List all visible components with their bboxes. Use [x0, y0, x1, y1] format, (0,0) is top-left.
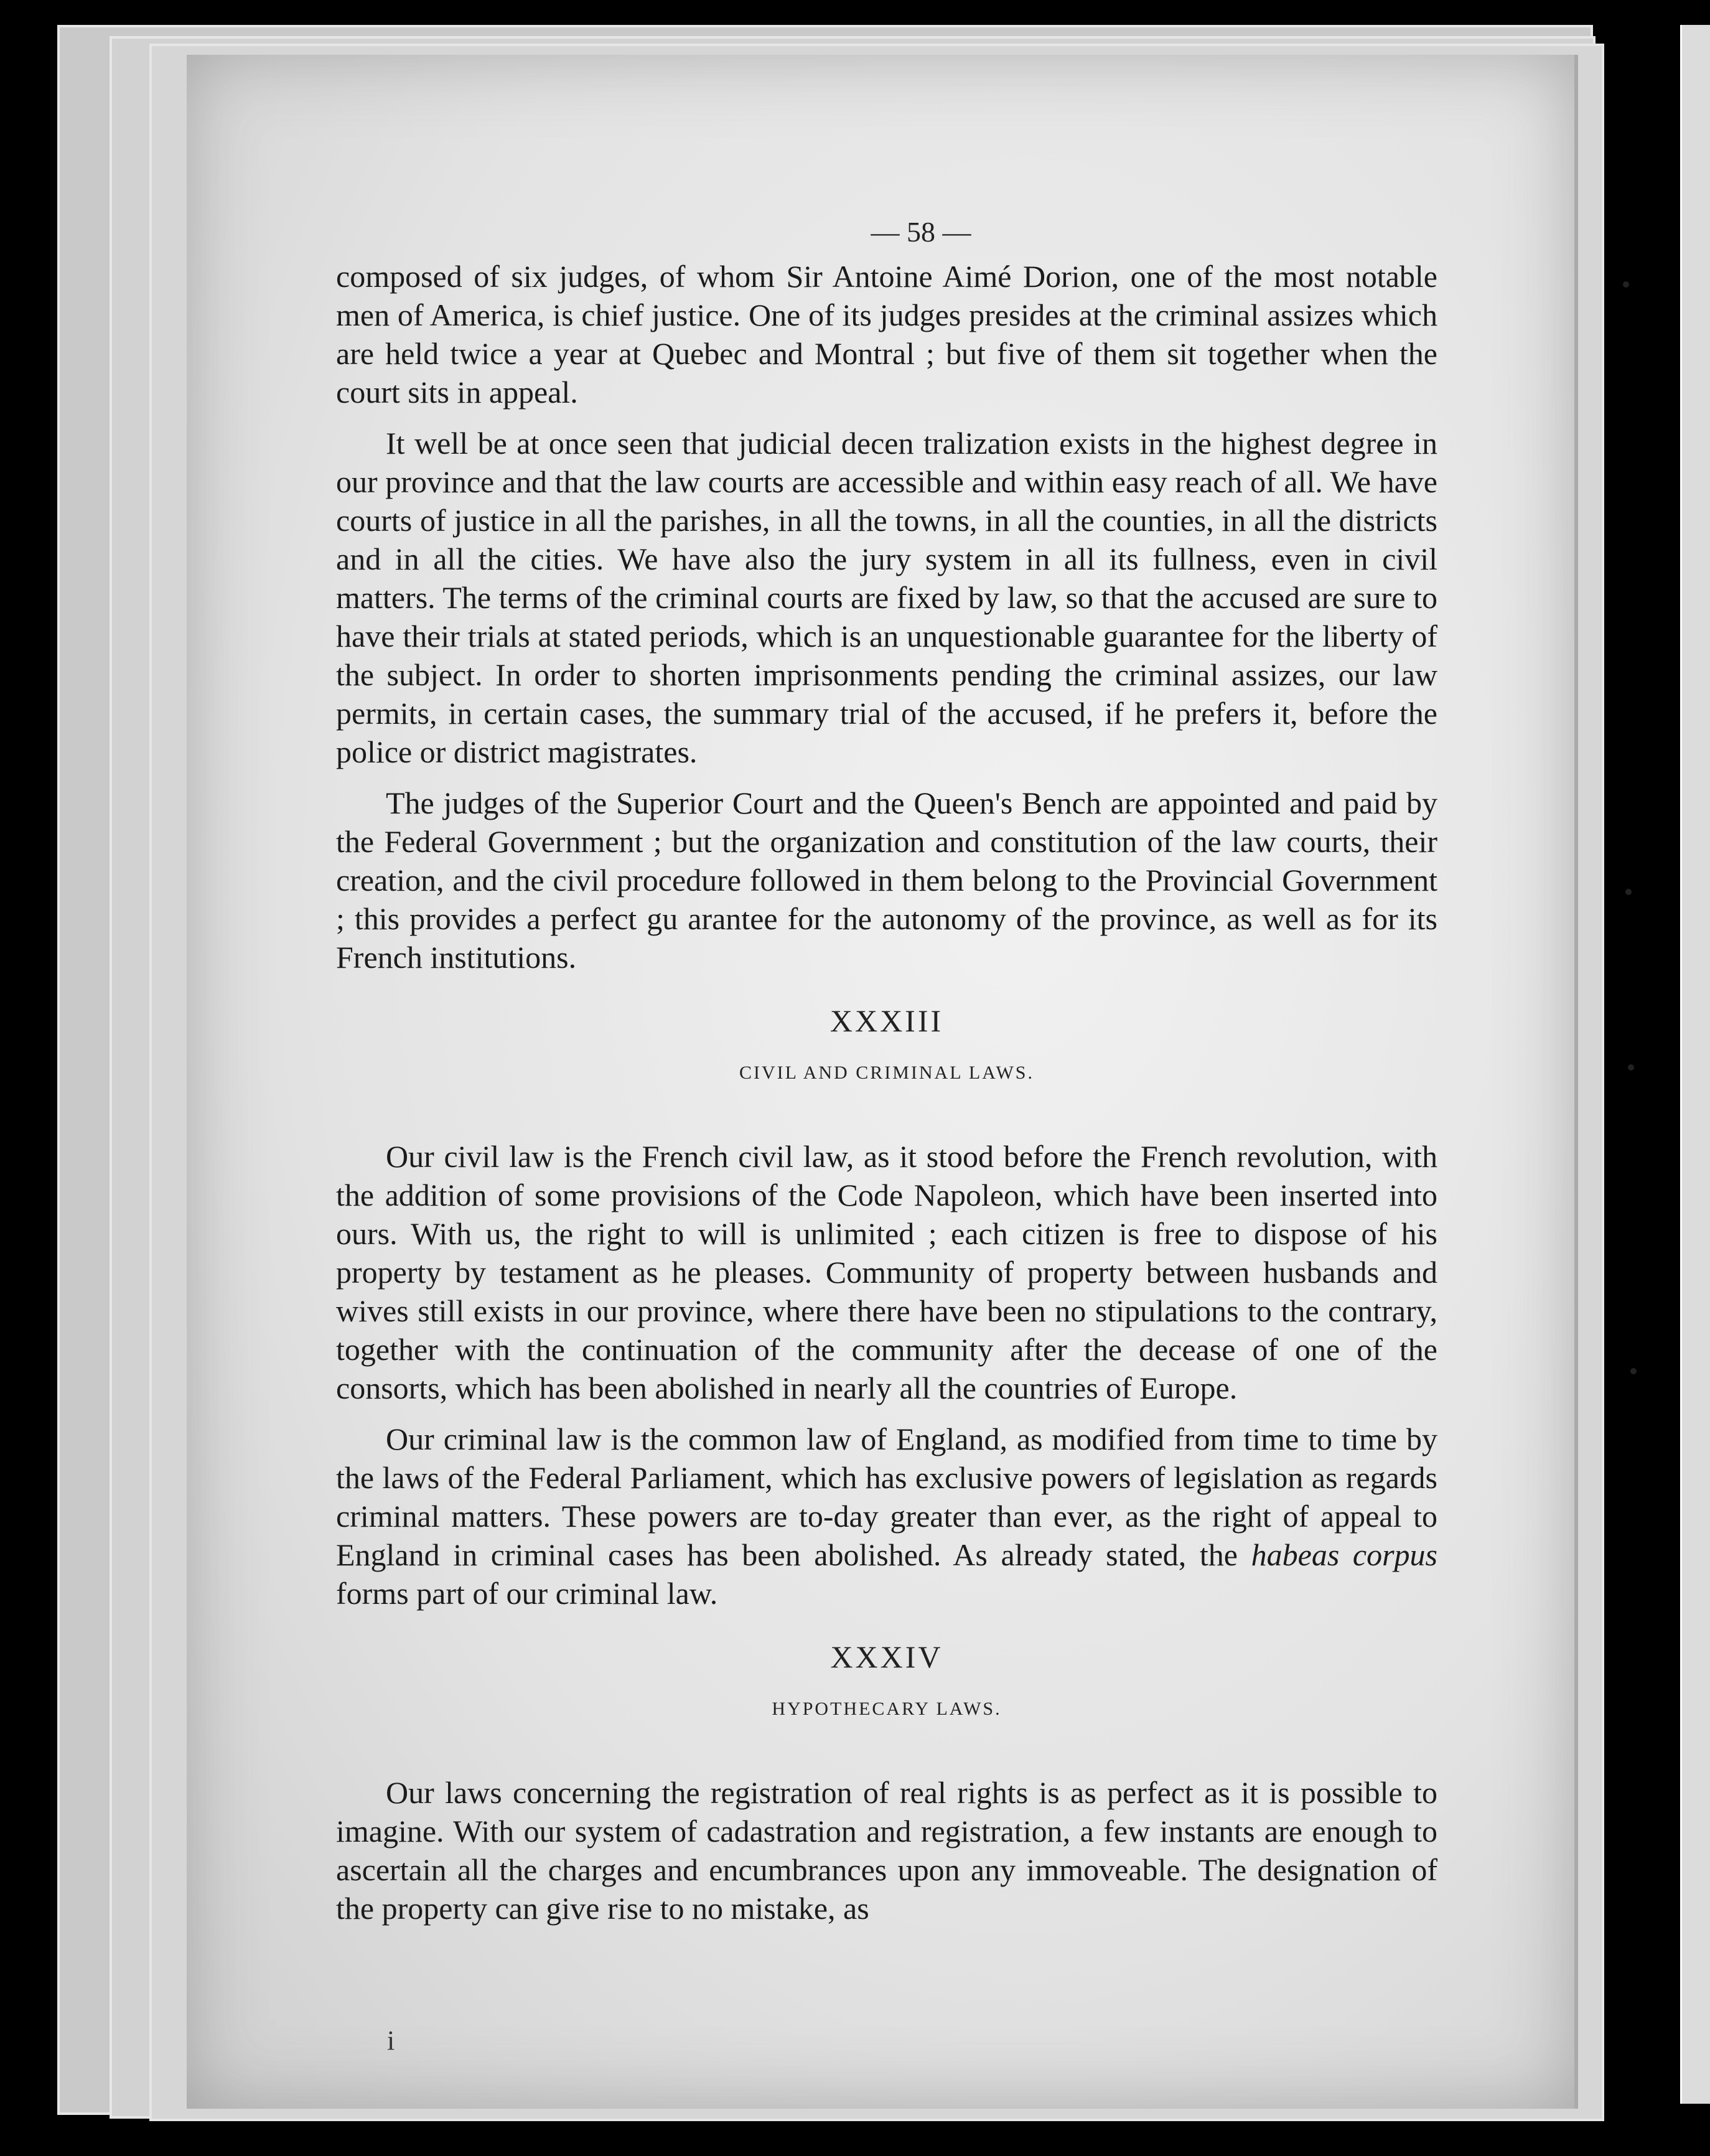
- page-body: [336, 257, 1437, 1940]
- paragraph: It well be at once seen that judicial decen tralization exists in the highest degree in our province and that the law courts are accessible and within easy reach of all. We have courts of justice in all the parishes, in all the towns, in all the counties, in all the districts and in all the cities. We have also the jury system in all its fullness, even in civil matters. The terms of the criminal courts are fixed by law, so that the accused are sure to have their trials at stated periods, which is an unquestionable guarantee for the liberty of the subject. In order to shorten imprisonments pending the criminal assizes, our law permits, in certain cases, the summary trial of the accused, if he prefers it, before the police or district magistrates.: [336, 426, 1437, 769]
- section-title: HYPOTHECARY LAWS.: [772, 1699, 1002, 1719]
- scanned-page: [187, 55, 1578, 2109]
- paragraph-text: forms part of our criminal law.: [336, 1576, 718, 1611]
- edge-speck: [1630, 1368, 1637, 1374]
- paragraph: composed of six judges, of whom Sir Antoine Aimé Dorion, one of the most notable men of America, is chief justice. One of its judges presides at the criminal assizes which are held twice a year at Quebec and Montral ; but five of them sit together when the court sits in appeal.: [336, 259, 1437, 410]
- facing-page-edge: [1680, 25, 1710, 2104]
- paragraph: Our laws concerning the registration of real rights is as perfect as it is possible to imagine. With our system of cadastration and registration, a few instants are enough to ascertain all the charges and encumbrances upon any immoveable. The designation of the property can give rise to no mistake, as: [336, 1775, 1437, 1926]
- paragraph: [336, 1420, 1437, 1613]
- section-title: CIVIL AND CRIMINAL LAWS.: [739, 1062, 1034, 1083]
- edge-speck: [1628, 1064, 1634, 1071]
- paragraph-text: Our criminal law is the common law of England, as modified from time to time by the laws of the Federal Parliament, which has exclusive powers of legislation as regards criminal matters. These powers are to-day greater than ever, as the right of appeal to England in criminal cases has been abolished. As already stated, the: [336, 1422, 1437, 1572]
- italic-term: habeas corpus: [1251, 1537, 1437, 1572]
- section-numeral: XXXIII: [829, 1003, 944, 1038]
- edge-speck: [1623, 281, 1629, 288]
- paragraph: Our civil law is the French civil law, as it stood before the French revolution, with the addition of some provisions of the Code Napoleon, which have been inserted into ours. With us, the right to will is unlimited ; each citizen is free to dispose of his property by testament as he pleases. Community of property between husbands and wives still exists in our province, where there have been no stipulations to the contrary, together with the continuation of the community after the decease of one of the consorts, which has been abolished in nearly all the countries of Europe.: [336, 1139, 1437, 1405]
- edge-speck: [1625, 889, 1632, 895]
- page-number: — 58 —: [871, 216, 971, 248]
- section-numeral: XXXIV: [830, 1639, 943, 1674]
- margin-mark: i: [387, 2025, 395, 2056]
- paragraph: The judges of the Superior Court and the Queen's Bench are appointed and paid by the Federal Government ; but the organization and constitution of the law courts, their creation, and the civil procedure followed in them belong to the Provincial Government ; this provides a perfect gu arantee for the autonomy of the province, as well as for its French institutions.: [336, 785, 1437, 975]
